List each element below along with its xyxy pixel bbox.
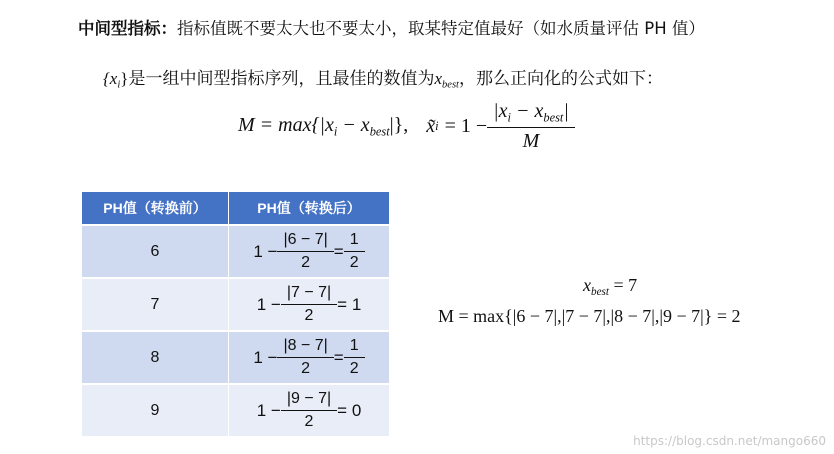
- x-tilde: x̃: [426, 115, 436, 138]
- x-best-var: x: [583, 275, 591, 295]
- m-minus: − x: [337, 114, 370, 136]
- numerator: |9 − 7|: [286, 390, 332, 407]
- formula-fraction: [490, 100, 572, 153]
- x-best-value: [583, 275, 637, 298]
- fraction-numerator: [490, 100, 572, 127]
- result-denominator: 2: [344, 251, 365, 272]
- numerator: |6 − 7|: [283, 231, 328, 248]
- set-open: {x: [103, 69, 118, 88]
- fraction-denominator: M: [487, 127, 575, 153]
- ph-conversion-table: [82, 192, 389, 436]
- table-row: [82, 384, 389, 436]
- cell-after: [229, 225, 390, 278]
- cell-before: 6: [82, 225, 229, 278]
- result-numerator: 1: [349, 337, 359, 354]
- num-b: − x: [511, 100, 544, 122]
- m-definition: [238, 114, 408, 139]
- cell-before: 9: [82, 384, 229, 436]
- cell-after: [229, 331, 390, 384]
- cell-after: [229, 278, 390, 331]
- rhs: = 0: [337, 400, 362, 420]
- denominator: 2: [281, 304, 337, 325]
- denominator: 2: [277, 251, 333, 272]
- heading-text: 指标值既不要太大也不要太小，取某特定值最好（如水质量评估 PH 值）: [177, 19, 705, 38]
- description-tail: ，那么正向化的公式如下：: [458, 69, 663, 89]
- best-var: x: [434, 69, 442, 88]
- table-header-row: [82, 192, 389, 225]
- num-sub-best: best: [543, 110, 564, 125]
- formula-equals: = 1 −: [444, 115, 488, 138]
- result-denominator: 2: [344, 357, 365, 378]
- header-after: PH值（转换后）: [229, 192, 390, 225]
- table-row: [82, 331, 389, 384]
- set-sub: i: [117, 79, 121, 91]
- m-close: |},: [389, 114, 409, 136]
- result-numerator: 1: [349, 231, 359, 248]
- cell-before: 7: [82, 278, 229, 331]
- lhs: 1 −: [256, 294, 281, 314]
- m-sub-best: best: [369, 124, 390, 139]
- x-best-eq: = 7: [608, 275, 638, 295]
- positivization-formula: [238, 100, 575, 153]
- m-value: M = max{|6 − 7|,|7 − 7|,|8 − 7|,|9 − 7|} = 2: [438, 306, 741, 326]
- num-a: |x: [493, 100, 508, 122]
- table-row: [82, 225, 389, 278]
- description-text: 是一组中间型指标序列，且最佳的数值为: [128, 69, 435, 89]
- num-sub-i: i: [507, 110, 511, 125]
- denominator: 2: [281, 410, 337, 431]
- best-sub: best: [442, 79, 459, 91]
- watermark: https://blog.csdn.net/mango660: [633, 434, 826, 448]
- denominator: 2: [277, 357, 333, 378]
- set-close: }: [120, 69, 129, 88]
- cell-after: [229, 384, 390, 436]
- rhs: =: [333, 347, 344, 367]
- numerator: |7 − 7|: [286, 284, 332, 301]
- description-line: [103, 64, 663, 91]
- table-row: [82, 278, 389, 331]
- lhs: 1 −: [253, 241, 278, 261]
- lhs: 1 −: [253, 347, 278, 367]
- lhs: 1 −: [256, 400, 281, 420]
- section-heading: [78, 15, 705, 39]
- x-tilde-sub: i: [435, 119, 439, 134]
- numerator: |8 − 7|: [283, 337, 328, 354]
- num-c: |: [563, 100, 569, 122]
- m-def-text: M = max{|x: [238, 114, 334, 136]
- header-before: PH值（转换前）: [82, 192, 229, 225]
- rhs: =: [333, 241, 344, 261]
- cell-before: 8: [82, 331, 229, 384]
- x-best-sub: best: [591, 285, 609, 298]
- heading-label: 中间型指标：: [78, 19, 177, 38]
- rhs: = 1: [337, 294, 362, 314]
- m-sub-i: i: [333, 124, 338, 139]
